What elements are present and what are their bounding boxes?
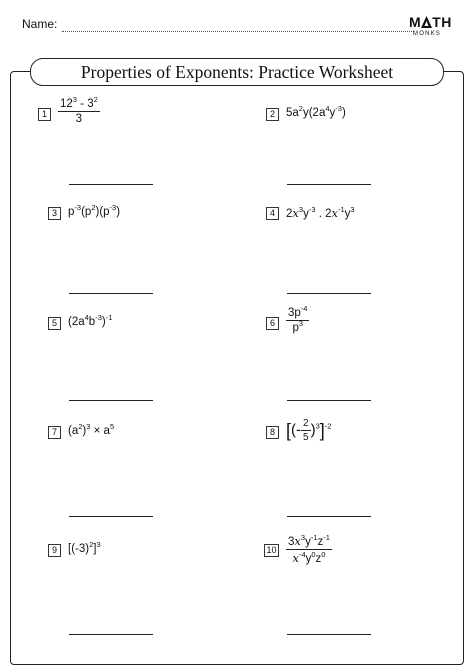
fraction: $\frac{12^3 - 3^2}{3}$ — [60, 95, 98, 125]
fraction: $\frac{3p^{-4}}{p^3}$ — [288, 304, 308, 334]
problem-expression: $[(-3)^2]^3$ — [68, 540, 101, 555]
problem-expression — [286, 534, 332, 565]
triangle-a-icon — [421, 15, 432, 27]
problem-number: 1 — [38, 108, 51, 121]
answer-line-9[interactable] — [69, 634, 153, 635]
answer-line-7[interactable] — [69, 516, 153, 517]
fraction: $\frac{2}{5}$ — [303, 418, 309, 443]
answer-line-5[interactable] — [69, 400, 153, 401]
problem-number: 7 — [48, 426, 61, 439]
answer-line-6[interactable] — [287, 400, 371, 401]
answer-line-1[interactable] — [69, 184, 153, 185]
problem-number: 9 — [48, 544, 61, 557]
problem-expression — [286, 304, 309, 334]
logo-letters-th: TH — [432, 14, 452, 30]
math-monks-logo — [409, 14, 459, 44]
problem-expression: $5a^2y(2a^4y^{-3})$ — [286, 104, 346, 119]
problem-expression: $2x^3y^{-3}$ . $2x^{-1}y^3$ — [286, 205, 355, 220]
problem-expression: $(a^2)^3 \times a^5$ — [68, 422, 115, 437]
answer-line-4[interactable] — [287, 293, 371, 294]
worksheet-frame — [10, 71, 464, 665]
fraction: $\frac{3x^3y^{-1}z^{-1}}{x^{-4}y^0z^0}$ — [288, 533, 330, 565]
problem-number: 3 — [48, 207, 61, 220]
problem-number: 10 — [264, 544, 279, 557]
answer-line-2[interactable] — [287, 184, 371, 185]
answer-line-8[interactable] — [287, 516, 371, 517]
problem-expression — [58, 95, 100, 125]
answer-line-10[interactable] — [287, 634, 371, 635]
problem-number: 4 — [266, 207, 279, 220]
name-row — [22, 14, 402, 36]
problem-number: 2 — [266, 108, 279, 121]
name-label: Name: — [22, 17, 58, 31]
problem-number: 6 — [266, 317, 279, 330]
worksheet-title: Properties of Exponents: Practice Worksheet — [30, 58, 444, 86]
logo-subtitle: MONKS — [413, 31, 442, 37]
problem-number: 8 — [266, 426, 279, 439]
problem-number: 5 — [48, 317, 61, 330]
answer-line-3[interactable] — [69, 293, 153, 294]
problem-expression: [(- $\frac{2}{5}$ )$^3$]$^{-2}$ — [286, 418, 332, 443]
problem-expression: $(2a^4b^{-3})^{-1}$ — [68, 313, 113, 328]
name-input-line[interactable] — [62, 31, 414, 32]
logo-letter-m: M — [409, 14, 422, 30]
problem-expression: $p^{-3}(p^2)(p^{-3})$ — [68, 203, 121, 218]
